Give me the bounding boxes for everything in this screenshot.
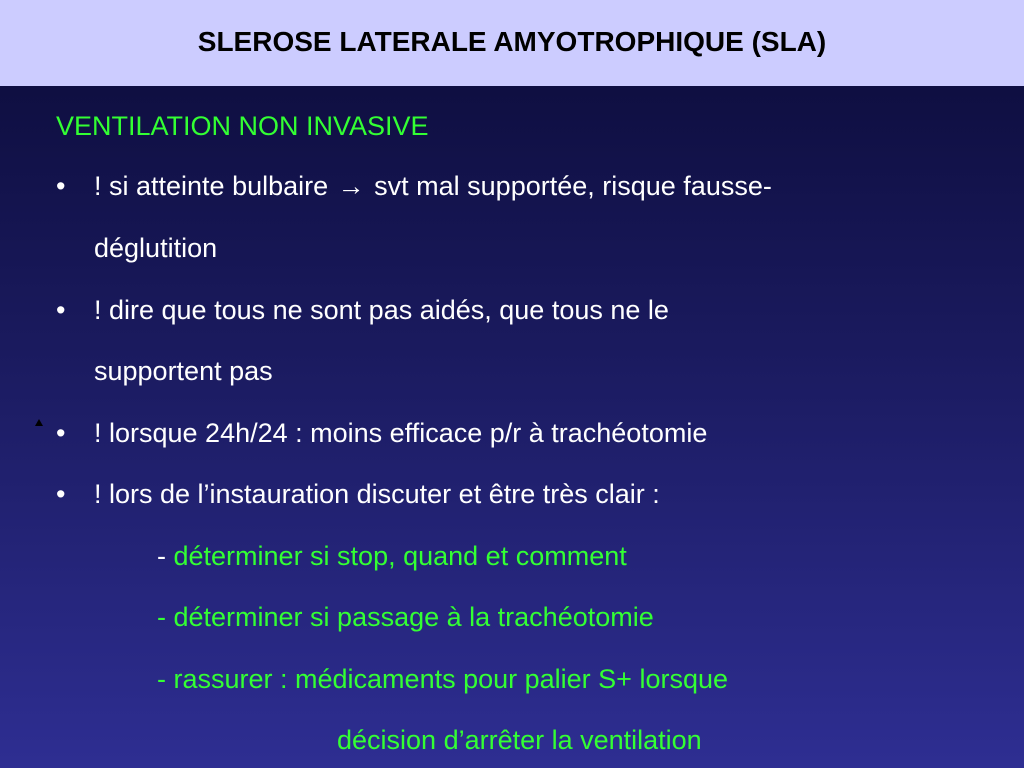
bullet-marker: • bbox=[56, 295, 66, 325]
bullet-4-line-1: ! lors de l’instauration discuter et être très clair : bbox=[94, 479, 660, 509]
triangle-marker-icon bbox=[35, 419, 43, 426]
bullet-1-line-1 bbox=[94, 168, 772, 204]
bullet-3-line-1: ! lorsque 24h/24 : moins efficace p/r à trachéotomie bbox=[94, 418, 708, 448]
bullet-marker: • bbox=[56, 479, 66, 509]
arrow-right-icon: → bbox=[337, 171, 365, 201]
section-heading: VENTILATION NON INVASIVE bbox=[56, 111, 429, 141]
bullet-2-line-2: supportent pas bbox=[94, 356, 273, 386]
subitem-3-continuation: décision d’arrêter la ventilation bbox=[337, 725, 702, 755]
slide-title: SLEROSE LATERALE AMYOTROPHIQUE (SLA) bbox=[197, 26, 827, 57]
subitem-1 bbox=[157, 538, 627, 574]
bullet-1-line-2: déglutition bbox=[94, 233, 218, 263]
subitem-1-dash: - bbox=[157, 541, 174, 571]
bullet-1-text-end: svt mal supportée, risque fausse- bbox=[366, 171, 772, 201]
subitem-1-text: déterminer si stop, quand et comment bbox=[173, 541, 627, 571]
subitem-3: - rassurer : médicaments pour palier S+ lorsque bbox=[157, 664, 728, 694]
bullet-marker: • bbox=[56, 171, 66, 201]
subitem-2: - déterminer si passage à la trachéotomie bbox=[157, 602, 654, 632]
bullet-marker: • bbox=[56, 418, 66, 448]
bullet-1-text-start: ! si atteinte bulbaire bbox=[94, 171, 336, 201]
bullet-2-line-1: ! dire que tous ne sont pas aidés, que tous ne le bbox=[94, 295, 669, 325]
